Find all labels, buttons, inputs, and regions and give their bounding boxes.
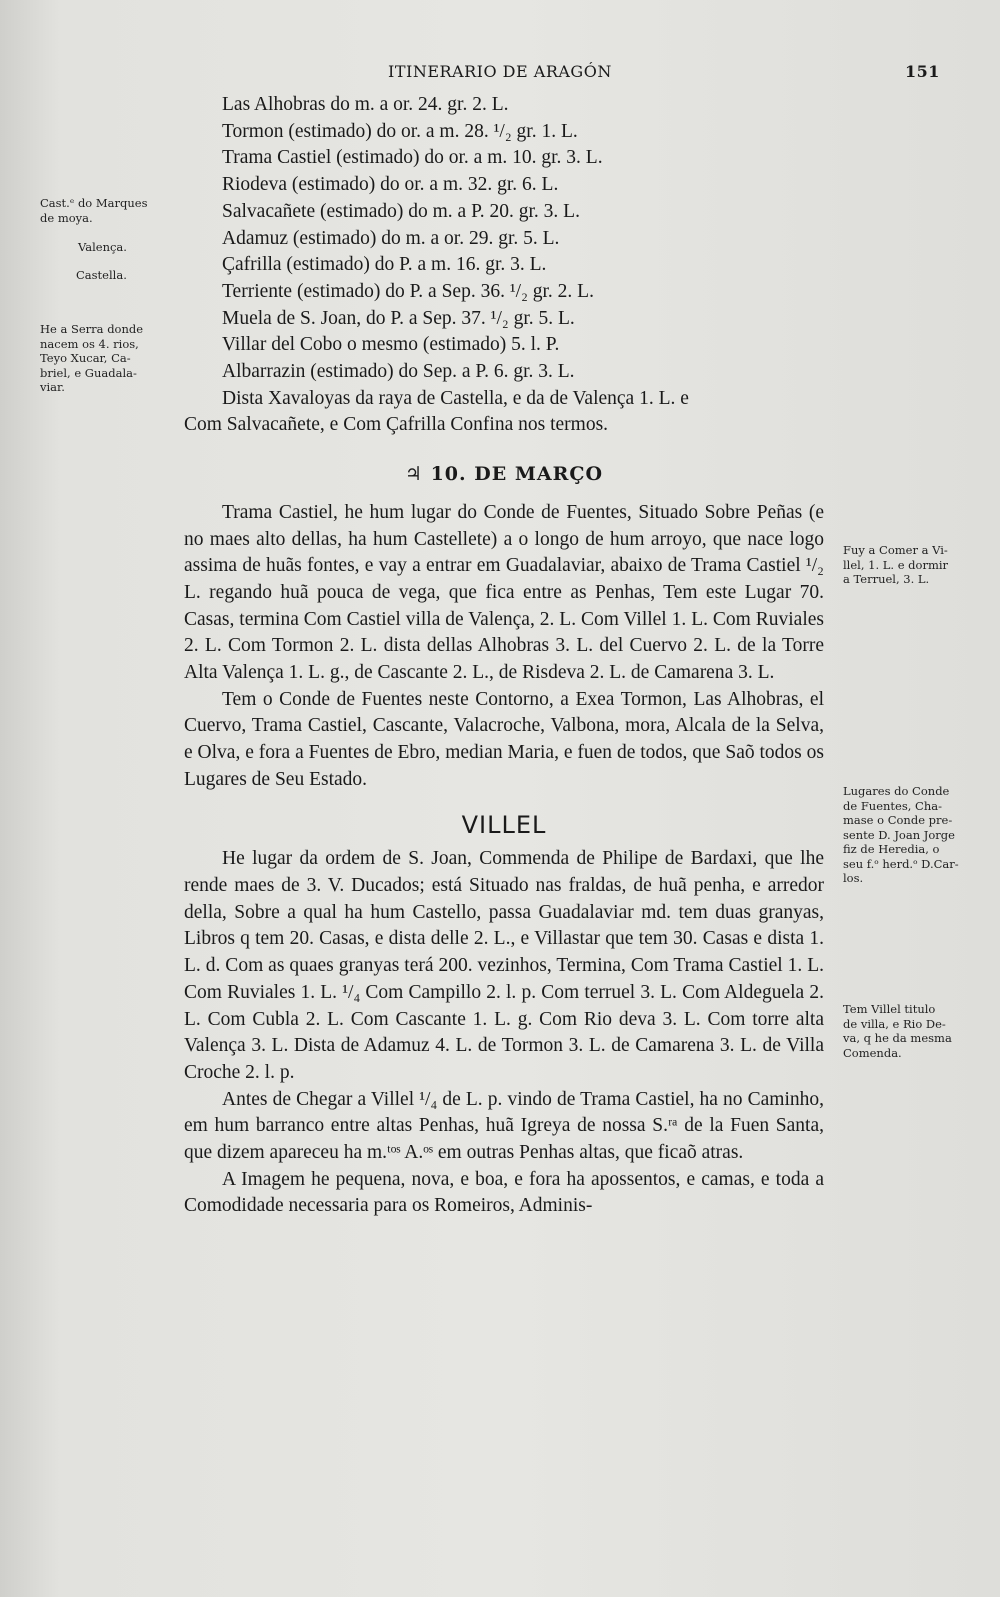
note-line: nacem os 4. rios, [40,336,139,351]
itinerary-line: Terriente (estimado) do P. a Sep. 36. ¹/₂ gr. 2. L. [222,280,594,302]
note-line: Comenda. [843,1045,902,1060]
itinerary-line: Riodeva (estimado) do or. a m. 32. gr. 6. L. [222,174,559,196]
note-line: sente D. Joan Jorge [843,827,955,842]
note-line: los. [843,871,864,885]
note-line: Valença. [78,240,127,254]
itinerary-line: Com Salvacañete, e Com Çafrilla Confina nos termos. [184,414,609,436]
paragraph: Antes de Chegar a Villel ¹/₄ de L. p. vindo de Trama Castiel, ha no Caminho, em hum barranco entre altas Penhas, huã Igreya de nossa S.ʳᵃ de la Fuen Santa, que dizem apareceu ha m.ᵗᵒˢ A.ᵒˢ em outras Penhas altas, que ficaõ atras. [184,1088,824,1164]
running-header [0,62,1000,86]
note-line: Castella. [76,268,127,282]
note-line: He a Serra donde [40,322,144,336]
note-line: mase o Conde pre- [843,813,953,827]
note-line: viar. [40,380,65,394]
note-line: de moya. [40,210,93,225]
margin-note-left-1 [40,196,180,225]
itinerary-line: Trama Castiel (estimado) do or. a m. 10. gr. 3. L. [222,147,603,169]
itinerary-list [184,92,824,439]
section-title: VILLEL [461,810,547,839]
itinerary-line: Salvacañete (estimado) do m. a P. 20. gr. 3. L. [222,200,580,222]
margin-note-right-1 [843,543,983,587]
main-text [184,92,824,1220]
paragraph: Trama Castiel, he hum lugar do Conde de Fuentes, Situado Sobre Peñas (e no maes alto dellas, ha hum Castellete) a o longo de hum arroyo, que nace logo assima de huãs fontes, e vay a entrar em Guadalaviar, abaixo de Trama Castiel ¹/₂ L. regando huã pouca de vega, que fica entre as Penhas, Tem este Lugar 70. Casas, termina Com Castiel villa de Valença, 2. L. Com Villel 1. L. Com Ruviales 2. L. Com Tormon 2. L. dista dellas Alhobras 3. L. del Cuervo 2. L. de la Torre Alta Valença 1. L. g., de Cascante 2. L., de Risdeva 2. L. de Camarena 3. L. [184,501,824,684]
note-line: seu f.ᵒ herd.ᵒ D.Car- [843,856,959,871]
note-line: a Terruel, 3. L. [843,572,930,586]
itinerary-line: Tormon (estimado) do or. a m. 28. ¹/₂ gr. 1. L. [222,120,578,142]
itinerary-line: Dista Xavaloyas da raya de Castella, e da de Valença 1. L. e [222,387,689,409]
note-line: de villa, e Rio De- [843,1016,946,1031]
itinerary-line: Albarrazin (estimado) do Sep. a P. 6. gr. 3. L. [222,361,575,383]
paragraph: A Imagem he pequena, nova, e boa, e fora ha apossentos, e camas, e toda a Comodidade necessaria para os Romeiros, Adminis- [184,1168,824,1217]
page-number: 151 [905,62,940,81]
note-line: Cast.ᵉ do Marques [40,196,148,210]
note-line: fiz de Heredia, o [843,842,940,856]
paragraph: He lugar da ordem de S. Joan, Commenda de Philipe de Bardaxi, que lhe rende maes de 3. V. Ducados; está Situado nas fraldas, de huã penha, e arredor della, Sobre a qual ha hum Castello, passa Guadalaviar md. tem duas granyas, Libros q tem 20. Casas, e dista delle 2. L., e Villastar que tem 30. Casas e dista 1. L. d. Com as quaes granyas terá 200. vezinhos, Termina, Com Trama Castiel 1. L. Com Ruviales 1. L. ¹/₄ Com Campillo 2. l. p. Com terruel 3. L. Com Aldeguela 2. L. Com Cubla 2. L. Com Cascante 1. L. g. Com Rio deva 3. L. Com torre alta Valença 3. L. Dista de Adamuz 4. L. de Tormon 3. L. de Camarena 3. L. de Villa Croche 2. l. p. [184,848,824,1083]
note-line: briel, e Guadala- [40,365,137,380]
note-line: Lugares do Conde [843,784,950,798]
itinerary-line: Adamuz (estimado) do m. a or. 29. gr. 5. L. [222,227,560,249]
paragraph: Tem o Conde de Fuentes neste Contorno, a Exea Tormon, Las Alhobras, el Cuervo, Trama Castiel, Cascante, Valacroche, Valbona, mora, Alcala de la Selva, e Olva, e fora a Fuentes de Ebro, median Maria, e fuen de todos, que Saõ todos os Lugares de Seu Estado. [184,688,824,790]
itinerary-line: Muela de S. Joan, do P. a Sep. 37. ¹/₂ gr. 5. L. [222,307,575,329]
note-line: llel, 1. L. e dormir [843,557,949,572]
margin-note-left-4 [40,322,180,395]
note-line: Fuy a Comer a Vi- [843,543,948,557]
note-line: Teyo Xucar, Ca- [40,351,131,365]
day-heading: ♃ 10. DE MARÇO [404,463,604,486]
margin-note-right-2 [843,784,983,886]
margin-note-right-3 [843,1002,983,1060]
note-line: va, q he da mesma [843,1031,952,1045]
itinerary-line: Villar del Cobo o mesmo (estimado) 5. l. P. [222,334,560,356]
itinerary-line: Çafrilla (estimado) do P. a m. 16. gr. 3. L. [222,254,547,276]
itinerary-line: Las Alhobras do m. a or. 24. gr. 2. L. [222,94,509,115]
running-title: ITINERARIO DE ARAGÓN [388,62,612,81]
note-line: de Fuentes, Cha- [843,798,943,813]
note-line: Tem Villel titulo [843,1002,936,1016]
